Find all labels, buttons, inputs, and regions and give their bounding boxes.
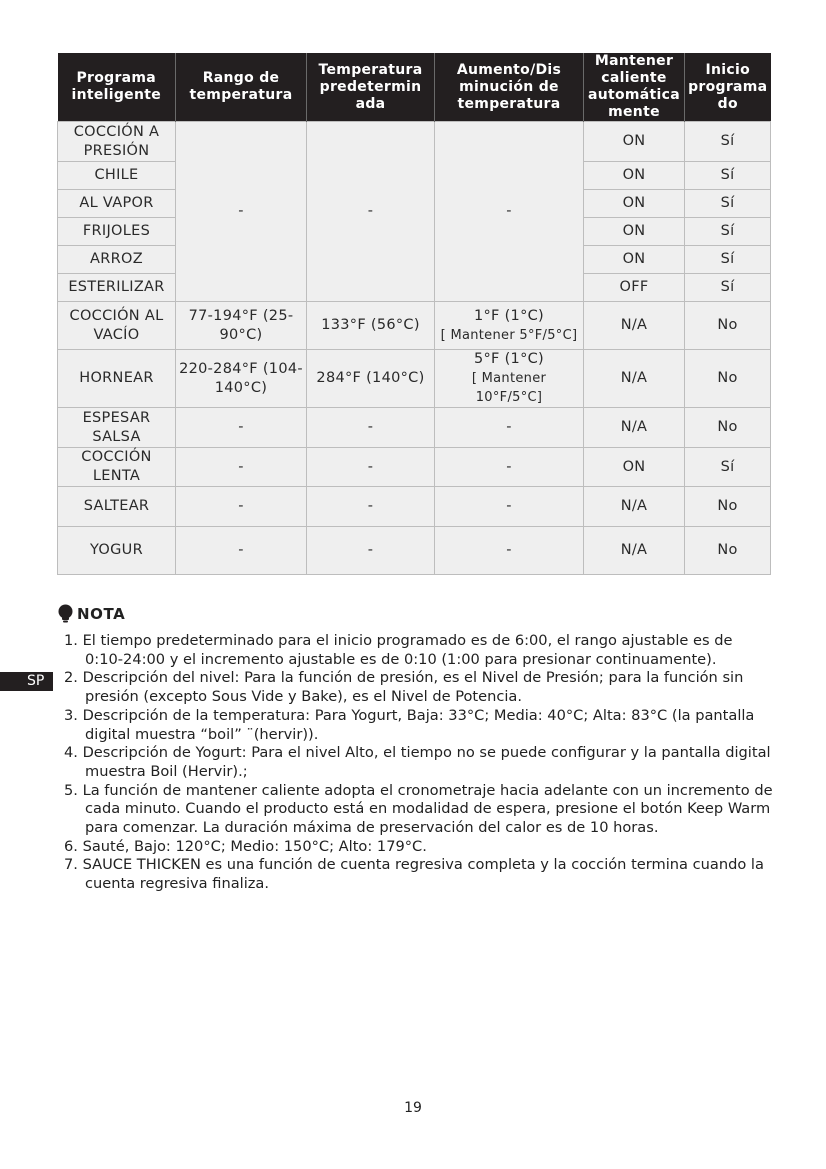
default-temperature: 133°F (56°C) bbox=[307, 302, 435, 350]
keep-warm: ON bbox=[584, 122, 685, 162]
table-header-row bbox=[58, 53, 771, 122]
temperature-adjust: - bbox=[435, 122, 584, 302]
delay-start: No bbox=[685, 302, 771, 350]
note-item: 2. Descripción del nivel: Para la función de presión, es el Nivel de Presión; para la función sin presión (excepto Sous Vide y Bake), es el Nivel de Potencia. bbox=[64, 669, 744, 706]
program-name: CHILE bbox=[58, 162, 176, 190]
adjust-value: 1°F (1°C) bbox=[473, 307, 545, 324]
temperature-range: 77-194°F (25-90°C) bbox=[176, 302, 307, 350]
delay-start: Sí bbox=[685, 274, 771, 302]
note-title: NOTA bbox=[77, 604, 126, 623]
default-temperature: - bbox=[307, 487, 435, 527]
header-default-temperature: Temperatura predetermin ada bbox=[307, 53, 435, 122]
note-item: 4. Descripción de Yogurt: Para el nivel Alto, el tiempo no se puede configurar y la pantalla digital muestra Boil (Hervir).; bbox=[64, 744, 771, 780]
keep-warm: ON bbox=[584, 190, 685, 218]
header-keep-warm: Mantener caliente automática mente bbox=[584, 53, 685, 122]
table-row bbox=[58, 122, 771, 162]
note-item: 6. Sauté, Bajo: 120°C; Medio: 150°C; Alto: 179°C. bbox=[64, 837, 427, 855]
keep-warm: N/A bbox=[584, 487, 685, 527]
delay-start: No bbox=[685, 350, 771, 408]
delay-start: Sí bbox=[685, 448, 771, 487]
program-name: FRIJOLES bbox=[58, 218, 176, 246]
default-temperature: - bbox=[307, 448, 435, 487]
keep-warm: N/A bbox=[584, 302, 685, 350]
temperature-adjust: - bbox=[435, 448, 584, 487]
program-name: YOGUR bbox=[58, 527, 176, 575]
program-table bbox=[57, 53, 771, 575]
temperature-adjust: - bbox=[435, 527, 584, 575]
delay-start: No bbox=[685, 408, 771, 448]
program-name: COCCIÓN LENTA bbox=[58, 448, 176, 487]
page-number: 19 bbox=[404, 1100, 422, 1116]
keep-warm: ON bbox=[584, 162, 685, 190]
delay-start: Sí bbox=[685, 122, 771, 162]
temperature-range: 220-284°F (104-140°C) bbox=[176, 350, 307, 408]
note-item: 3. Descripción de la temperatura: Para Yogurt, Baja: 33°C; Media: 40°C; Alta: 83°C (la pantalla digital muestra “boil” ¨(hervir)). bbox=[64, 706, 755, 743]
temperature-range: - bbox=[176, 527, 307, 575]
header-temperature-adjust: Aumento/Dis minución de temperatura bbox=[435, 53, 584, 122]
program-name: SALTEAR bbox=[58, 487, 176, 527]
default-temperature: - bbox=[307, 122, 435, 302]
delay-start: No bbox=[685, 527, 771, 575]
program-name: ARROZ bbox=[58, 246, 176, 274]
lightbulb-icon bbox=[57, 604, 74, 623]
temperature-adjust bbox=[435, 350, 584, 408]
delay-start: No bbox=[685, 487, 771, 527]
table-row bbox=[58, 302, 771, 350]
table-row bbox=[58, 527, 771, 575]
keep-warm: ON bbox=[584, 218, 685, 246]
delay-start: Sí bbox=[685, 218, 771, 246]
header-program: Programa inteligente bbox=[58, 53, 176, 122]
keep-warm: OFF bbox=[584, 274, 685, 302]
delay-start: Sí bbox=[685, 190, 771, 218]
adjust-keep-note: [ Mantener 5°F/5°C] bbox=[440, 327, 578, 343]
default-temperature: - bbox=[307, 527, 435, 575]
table-row bbox=[58, 487, 771, 527]
keep-warm: N/A bbox=[584, 350, 685, 408]
default-temperature: 284°F (140°C) bbox=[307, 350, 435, 408]
temperature-adjust bbox=[435, 302, 584, 350]
table-row bbox=[58, 350, 771, 408]
language-tab: SP bbox=[0, 672, 53, 691]
program-name: AL VAPOR bbox=[58, 190, 176, 218]
temperature-adjust: - bbox=[435, 408, 584, 448]
program-name: ESTERILIZAR bbox=[58, 274, 176, 302]
program-name: HORNEAR bbox=[58, 350, 176, 408]
keep-warm: ON bbox=[584, 246, 685, 274]
delay-start: Sí bbox=[685, 162, 771, 190]
temperature-range: - bbox=[176, 122, 307, 302]
table-row bbox=[58, 448, 771, 487]
default-temperature: - bbox=[307, 408, 435, 448]
keep-warm: ON bbox=[584, 448, 685, 487]
note-heading bbox=[57, 604, 125, 623]
header-temperature-range: Rango de temperatura bbox=[176, 53, 307, 122]
temperature-range: - bbox=[176, 448, 307, 487]
header-delay-start: Inicio programa do bbox=[685, 53, 771, 122]
program-name: ESPESAR SALSA bbox=[58, 408, 176, 448]
temperature-range: - bbox=[176, 408, 307, 448]
note-item: 7. SAUCE THICKEN es una función de cuenta regresiva completa y la cocción termina cuando la cuenta regresiva finaliza. bbox=[64, 856, 764, 893]
keep-warm: N/A bbox=[584, 408, 685, 448]
keep-warm: N/A bbox=[584, 527, 685, 575]
temperature-adjust: - bbox=[435, 487, 584, 527]
program-name: COCCIÓN AL VACÍO bbox=[58, 302, 176, 350]
delay-start: Sí bbox=[685, 246, 771, 274]
program-name: COCCIÓN A PRESIÓN bbox=[58, 122, 176, 162]
adjust-value: 5°F (1°C) bbox=[473, 351, 545, 367]
table-row bbox=[58, 408, 771, 448]
note-item: 5. La función de mantener caliente adopta el cronometraje hacia adelante con un incremento de cada minuto. Cuando el producto está en modalidad de espera, presione el botón Keep Warm para comenzar. La duración máxima de preservación del calor es de 10 horas. bbox=[64, 781, 773, 837]
adjust-keep-note: [ Mantener 10°F/5°C] bbox=[471, 371, 547, 405]
note-item: 1. El tiempo predeterminado para el inicio programado es de 6:00, el rango ajustable es de 0:10-24:00 y el incremento ajustable es de 0:10 (1:00 para presionar continuamente). bbox=[64, 632, 733, 668]
note-list bbox=[64, 632, 774, 894]
temperature-range: - bbox=[176, 487, 307, 527]
